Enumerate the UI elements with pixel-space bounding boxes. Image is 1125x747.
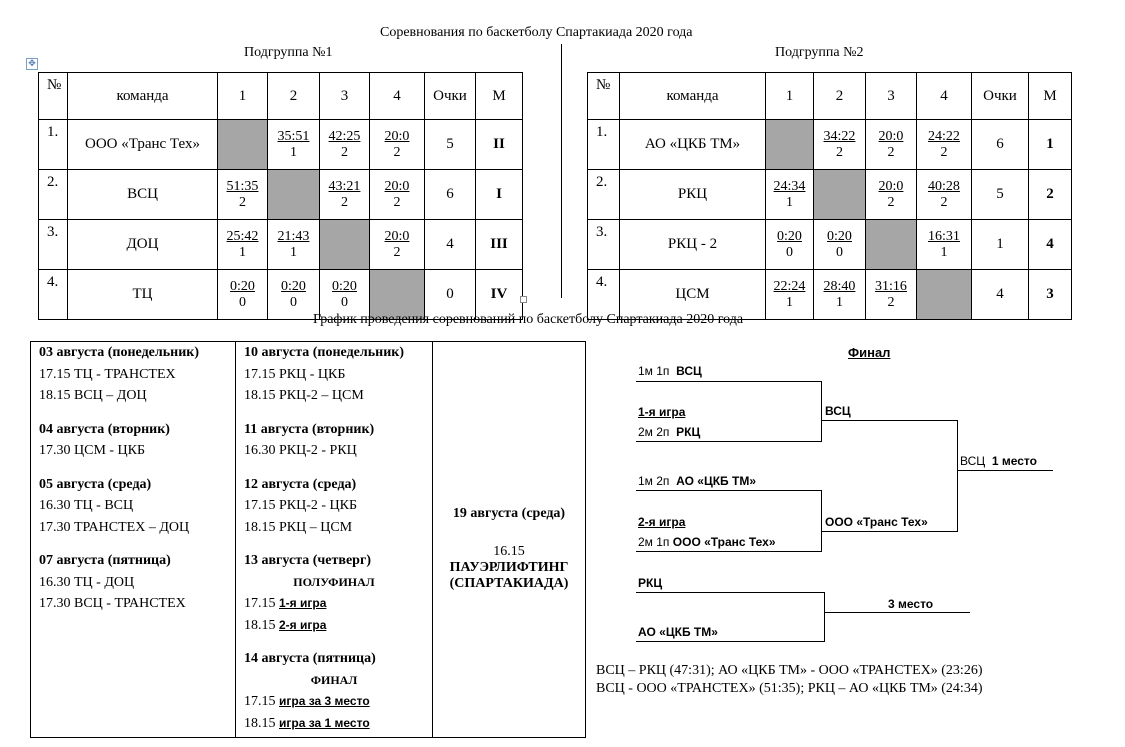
event-time: 16.15 [493,543,525,559]
seed-label: 1м 2п [638,474,670,488]
game-entry [236,713,432,735]
seed-1 [638,364,702,378]
score: 20:0 [384,228,410,244]
team-name: РКЦ - 2 [620,220,766,270]
game-time: 17.15 [244,596,276,611]
place: 1 [1029,120,1072,170]
header-team: команда [68,73,218,120]
row-number: 2. [39,170,68,220]
header-num: № [39,73,68,120]
score-cell [766,170,814,220]
match-points: 0 [238,294,246,310]
champion-place: 1 место [991,454,1037,468]
seed-team: РКЦ [676,425,701,439]
third-place-team-1: РКЦ [638,576,663,590]
game-entry: 17.15 РКЦ-2 - ЦКБ [244,498,358,513]
score: 0:20 [827,228,852,244]
score: 16:31 [928,228,960,244]
result-line-1: ВСЦ – РКЦ (47:31); АО «ЦКБ ТМ» - ООО «ТРАНСТЕХ» (23:26) [596,663,983,678]
game-label: 2-я игра [279,617,327,632]
score: 22:24 [773,278,806,294]
day-heading: 10 августа (понедельник) [244,345,404,360]
header-place: М [476,73,523,120]
score: 20:0 [878,128,904,144]
match-points: 0 [785,244,793,260]
team-name: РКЦ [620,170,766,220]
match-points: 2 [940,194,948,210]
match-points: 2 [238,194,246,210]
empty-cell [814,170,866,220]
header-num: № [588,73,620,120]
champion [960,454,1037,468]
team-name: АО «ЦКБ ТМ» [620,120,766,170]
game-entry: 18.15 ВСЦ – ДОЦ [39,388,147,403]
result-line-2: ВСЦ - ООО «ТРАНСТЕХ» (51:35); РКЦ – АО «ЦКБ ТМ» (24:34) [596,681,983,696]
game-label: 1-я игра [279,596,327,610]
stage-label: ФИНАЛ [310,672,358,687]
row-number: 3. [39,220,68,270]
group2-table [587,72,1072,320]
row-number: 2. [588,170,620,220]
match-points: 2 [887,194,895,210]
row-number: 4. [39,270,68,320]
place: II [476,120,523,170]
score-cell [268,270,320,320]
match-points: 2 [887,294,895,310]
champion-team: ВСЦ [960,454,986,468]
place: I [476,170,523,220]
row-number: 3. [588,220,620,270]
table-header-row [39,73,523,120]
event-date: 19 августа (среда) [452,505,566,521]
table-header-row [588,73,1072,120]
header-points: Очки [972,73,1029,120]
stage-label: ПОЛУФИНАЛ [293,574,375,589]
score-cell [370,170,425,220]
header-2: 2 [814,73,866,120]
day-heading: 14 августа (пятница) [244,651,376,666]
score-cell [268,120,320,170]
event-title: ПАУЭРЛИФТИНГ [449,559,569,575]
seed-team: АО «ЦКБ ТМ» [676,474,757,488]
score: 0:20 [281,278,306,294]
score: 25:42 [226,228,259,244]
score-cell [814,270,866,320]
match-points: 1 [289,144,297,160]
header-place: М [1029,73,1072,120]
row-number: 4. [588,270,620,320]
match-points: 1 [289,244,297,260]
game-label: игра за 1 место [279,715,370,730]
game-entry [236,593,432,615]
score-cell [917,220,972,270]
game-entry: 17.30 ЦСМ - ЦКБ [39,443,146,458]
empty-cell [320,220,370,270]
seed-label: 1м 1п [638,364,670,378]
game-entry: 17.15 РКЦ - ЦКБ [244,366,346,382]
score: 20:0 [384,178,410,194]
day-heading: 13 августа (четверг) [244,553,371,568]
score: 35:51 [277,128,310,144]
third-place-label: 3 место [888,597,934,611]
match-points: 2 [340,144,348,160]
header-team: команда [620,73,766,120]
score-cell [320,170,370,220]
match-points: 2 [393,244,401,260]
score: 31:16 [875,278,907,294]
score: 28:40 [823,278,856,294]
score-cell [814,220,866,270]
match-points: 1 [238,244,246,260]
match-points: 1 [785,194,793,210]
divider-line [561,44,562,298]
game-entry: 17.15 ТЦ - ТРАНСТЕХ [39,366,176,382]
team-name: ВСЦ [68,170,218,220]
match-points: 1 [835,294,843,310]
game-time: 18.15 [244,715,276,731]
score-cell [766,270,814,320]
team-name: ЦСМ [620,270,766,320]
day-heading: 07 августа (пятница) [39,553,171,568]
winner-1: ВСЦ [825,404,851,418]
points: 0 [425,270,476,320]
schedule-title: График проведения соревнований по баскетболу Спартакиада 2020 года [313,312,744,327]
header-4: 4 [370,73,425,120]
game-entry: 17.30 ТРАНСТЕХ – ДОЦ [39,519,190,535]
game-entry [236,691,432,713]
score: 24:22 [928,128,960,144]
header-2: 2 [268,73,320,120]
empty-cell [218,120,268,170]
game-1-label: 1-я игра [638,405,686,419]
table-row [39,120,523,170]
seed-team: ВСЦ [676,364,702,378]
row-number: 1. [39,120,68,170]
seed-label: 2м 1п [638,535,670,549]
place: 3 [1029,270,1072,320]
match-points: 2 [940,144,948,160]
score-cell [766,220,814,270]
event-subtitle: (СПАРТАКИАДА) [449,575,569,591]
seed-label: 2м 2п [638,425,670,439]
match-points: 1 [785,294,793,310]
score-cell [218,270,268,320]
points: 4 [425,220,476,270]
bracket-title: Финал [848,345,891,360]
score: 20:0 [878,178,904,194]
match-points: 2 [835,144,843,160]
empty-cell [766,120,814,170]
score: 0:20 [332,278,357,294]
header-4: 4 [917,73,972,120]
header-3: 3 [866,73,917,120]
points: 4 [972,270,1029,320]
match-points: 0 [289,294,297,310]
score-cell [370,220,425,270]
header-1: 1 [766,73,814,120]
score: 0:20 [230,278,255,294]
score-cell [370,120,425,170]
score: 21:43 [277,228,310,244]
schedule-col-2 [236,342,433,738]
place: IV [476,270,523,320]
table-row [588,220,1072,270]
score-cell [917,120,972,170]
day-heading: 03 августа (понедельник) [39,345,199,360]
score-cell [218,170,268,220]
score: 24:34 [773,178,806,194]
team-name: ДОЦ [68,220,218,270]
score: 0:20 [777,228,802,244]
score: 34:22 [823,128,856,144]
match-points: 0 [835,244,843,260]
group1-heading: Подгруппа №1 [244,45,333,60]
points: 5 [425,120,476,170]
game-entry: 17.30 ВСЦ - ТРАНСТЕХ [39,596,186,611]
winner-2: ООО «Транс Тех» [825,515,928,529]
score-cell [866,120,917,170]
game-2-label: 2-я игра [638,515,686,529]
header-3: 3 [320,73,370,120]
score: 51:35 [226,178,259,194]
table-resize-handle[interactable] [520,296,527,303]
move-anchor-icon[interactable]: ✥ [26,58,38,70]
day-heading: 04 августа (вторник) [39,421,170,437]
team-name: ООО «Транс Тех» [68,120,218,170]
score-cell [866,270,917,320]
score: 20:0 [384,128,410,144]
score-cell [917,170,972,220]
seed-team: ООО «Транс Тех» [672,535,776,549]
empty-cell [866,220,917,270]
schedule-table [30,341,586,738]
points: 6 [425,170,476,220]
match-points: 0 [340,294,348,310]
match-points: 2 [887,144,895,160]
seed-4 [638,535,776,549]
score: 42:25 [328,128,361,144]
match-points: 2 [393,194,401,210]
game-entry: 16.30 ТЦ - ДОЦ [39,574,135,590]
match-points: 2 [393,144,401,160]
third-place-team-2: АО «ЦКБ ТМ» [638,625,718,639]
game-label: игра за 3 место [279,694,370,708]
day-heading: 05 августа (среда) [39,476,152,492]
match-points: 2 [340,194,348,210]
place: III [476,220,523,270]
score-cell [866,170,917,220]
table-row [588,120,1072,170]
table-row [588,170,1072,220]
points: 1 [972,220,1029,270]
game-entry [236,615,432,637]
score-cell [268,220,320,270]
table-row [39,220,523,270]
points: 5 [972,170,1029,220]
group2-heading: Подгруппа №2 [775,45,864,60]
match-points: 1 [940,244,948,260]
row-number: 1. [588,120,620,170]
header-points: Очки [425,73,476,120]
empty-cell [268,170,320,220]
group1-table [38,72,523,320]
game-entry: 18.15 РКЦ – ЦСМ [244,519,353,535]
game-entry: 16.30 ТЦ - ВСЦ [39,498,134,513]
score: 43:21 [328,178,361,194]
table-row [39,170,523,220]
empty-cell [917,270,972,320]
score-cell [320,120,370,170]
header-1: 1 [218,73,268,120]
schedule-col-3 [433,342,586,738]
team-name: ТЦ [68,270,218,320]
score-cell [814,120,866,170]
game-time: 17.15 [244,694,276,709]
seed-3 [638,474,756,488]
place: 2 [1029,170,1072,220]
game-entry: 18.15 РКЦ-2 – ЦСМ [244,388,364,403]
page-title: Соревнования по баскетболу Спартакиада 2020 года [380,25,693,40]
schedule-col-1 [31,342,236,738]
score: 40:28 [928,178,960,194]
score-cell [218,220,268,270]
points: 6 [972,120,1029,170]
day-heading: 12 августа (среда) [244,476,357,492]
place: 4 [1029,220,1072,270]
game-time: 18.15 [244,617,276,633]
day-heading: 11 августа (вторник) [244,421,375,437]
game-entry: 16.30 РКЦ-2 - РКЦ [244,443,357,458]
seed-2 [638,425,700,439]
